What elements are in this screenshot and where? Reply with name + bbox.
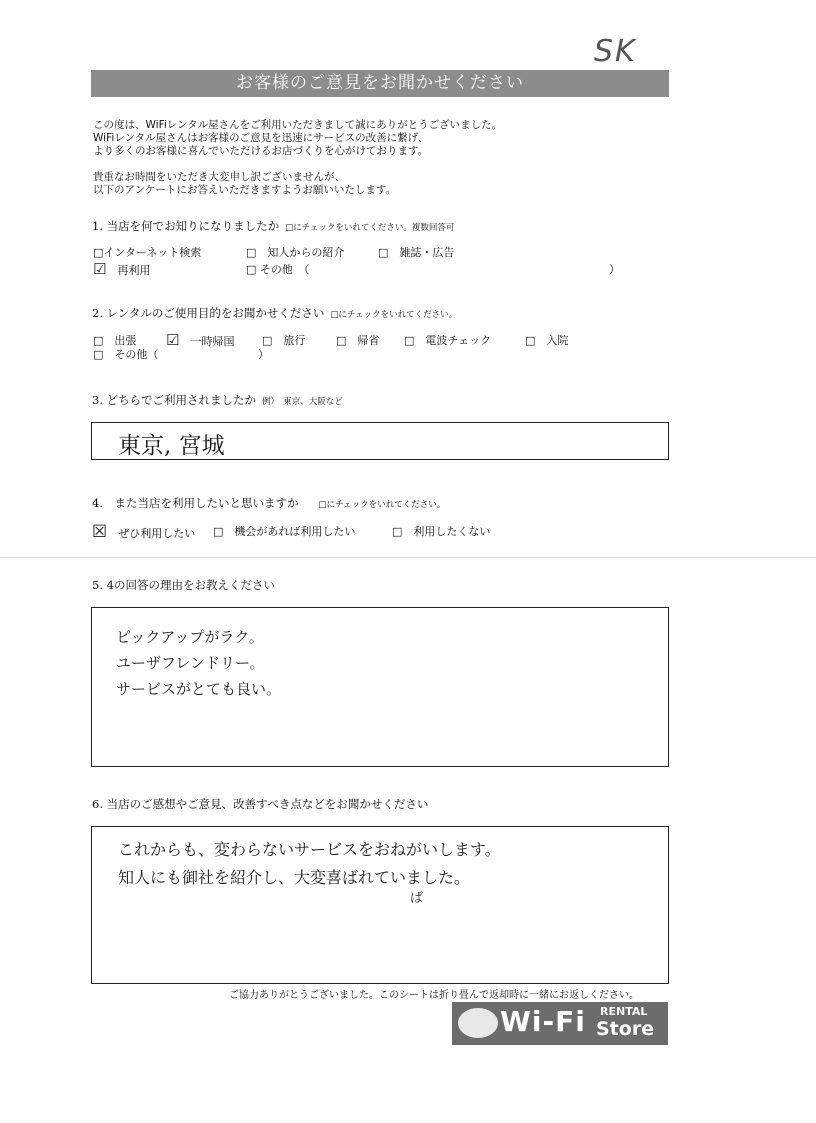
checked-box-icon: ☑ bbox=[93, 260, 107, 278]
q6-answer-line: これからも、変わらないサービスをおねがいします。 bbox=[118, 840, 501, 859]
footer-thanks: ご協力ありがとうございました。このシートは折り畳んで返却時に一緒にお返しください。 bbox=[229, 990, 639, 1001]
question-3-note: 例） 東京、大阪など bbox=[262, 397, 343, 407]
intro-line-4: 貴重なお時間をいただき大変申し訳ございませんが、 bbox=[93, 171, 345, 183]
q2-option-other-close: ） bbox=[258, 348, 269, 361]
intro-line-2: WiFiレンタル屋さんはお客様のご意見を迅速にサービスの改善に繋げ、 bbox=[93, 132, 429, 144]
question-6 bbox=[92, 796, 428, 812]
question-4 bbox=[92, 495, 445, 511]
q6-answer-line: 知人にも御社を紹介し、大変喜ばれていました。 bbox=[118, 868, 471, 887]
wifi-store-logo bbox=[452, 1002, 668, 1045]
question-1-label: 1. 当店を何でお知りになりましたか bbox=[92, 219, 280, 233]
corner-handwritten-mark: SK bbox=[594, 34, 637, 69]
q2-option-travel[interactable]: □ 旅行 bbox=[262, 334, 306, 347]
intro-line-3: より多くのお客様に喜んでいただけるお店づくりを心がけております。 bbox=[93, 145, 429, 157]
question-4-label: 4. また当店を利用したいと思いますか bbox=[92, 496, 299, 510]
q2-option-homecoming[interactable]: □ 帰省 bbox=[336, 334, 380, 347]
q2-option-other[interactable]: □ その他（ bbox=[93, 348, 159, 361]
question-3-label: 3. どちらでご利用されましたか bbox=[92, 393, 257, 407]
q1-option-magazine[interactable]: □ 雑誌・広告 bbox=[378, 246, 455, 259]
q6-insertion-mark: ば bbox=[410, 891, 424, 906]
q2-option-signal-check[interactable]: □ 電波チェック bbox=[404, 334, 492, 347]
q1-option-internet[interactable]: □インターネット検索 bbox=[93, 246, 202, 259]
logo-store-text: Store bbox=[596, 1018, 655, 1040]
q5-answer-line: ユーザフレンドリー。 bbox=[116, 654, 265, 672]
fold-line bbox=[0, 557, 816, 558]
question-1 bbox=[92, 218, 454, 234]
q1-option-friend[interactable]: □ 知人からの紹介 bbox=[246, 246, 345, 259]
q1-option-reuse-label: 再利用 bbox=[106, 264, 151, 277]
question-5-label: 5. 4の回答の理由をお教えください bbox=[92, 578, 275, 592]
q6-answer-box[interactable] bbox=[91, 826, 669, 984]
q4-option-maybe[interactable]: □ 機会があれば利用したい bbox=[213, 525, 356, 538]
question-3 bbox=[92, 392, 343, 408]
q1-option-other-close: ） bbox=[609, 263, 620, 276]
q1-option-reuse[interactable] bbox=[93, 260, 150, 278]
q4-option-definitely-label: ぜひ利用したい bbox=[107, 527, 196, 540]
q2-option-hospital[interactable]: □ 入院 bbox=[525, 334, 569, 347]
q5-answer-line: サービスがとても良い。 bbox=[116, 680, 282, 698]
checked-box-icon: ☒ bbox=[92, 522, 108, 542]
q3-answer-box[interactable] bbox=[91, 422, 669, 460]
q1-option-other[interactable]: □ その他 （ bbox=[246, 263, 310, 276]
question-2-label: 2. レンタルのご使用目的をお聞かせください bbox=[92, 306, 325, 320]
cloud-mascot-icon bbox=[458, 1008, 498, 1038]
q3-handwritten-answer: 東京, 宮城 bbox=[118, 433, 225, 459]
question-1-note: □にチェックをいれてください。複数回答可 bbox=[285, 223, 455, 233]
q5-answer-box[interactable] bbox=[91, 607, 669, 767]
q2-option-homecoming-temp-label: 一時帰国 bbox=[179, 335, 235, 348]
form-title: お客様のご意見をお聞かせください bbox=[91, 70, 669, 97]
q4-option-no[interactable]: □ 利用したくない bbox=[392, 525, 491, 538]
q2-option-business[interactable]: □ 出張 bbox=[93, 334, 137, 347]
question-2-note: □にチェックをいれてください。 bbox=[330, 310, 458, 320]
intro-text bbox=[93, 119, 673, 197]
question-2 bbox=[92, 305, 457, 321]
intro-line-1: この度は、WiFiレンタル屋さんをご利用いただきまして誠にありがとうございました。 bbox=[93, 119, 503, 131]
question-4-note: □にチェックをいれてください。 bbox=[318, 500, 446, 510]
question-6-label: 6. 当店のご感想やご意見、改善すべき点などをお聞かせください bbox=[92, 797, 429, 811]
q2-option-homecoming-temp[interactable] bbox=[166, 331, 234, 349]
q5-answer-line: ピックアップがラク。 bbox=[116, 628, 264, 646]
checked-box-icon: ☑ bbox=[166, 331, 180, 349]
intro-line-5: 以下のアンケートにお答えいただきますようお願いいたします。 bbox=[93, 184, 397, 196]
q4-option-definitely[interactable] bbox=[92, 522, 195, 542]
logo-wifi-text: Wi-Fi bbox=[500, 1005, 586, 1038]
question-5 bbox=[92, 577, 275, 593]
logo-rental-text: RENTAL bbox=[600, 1005, 648, 1018]
